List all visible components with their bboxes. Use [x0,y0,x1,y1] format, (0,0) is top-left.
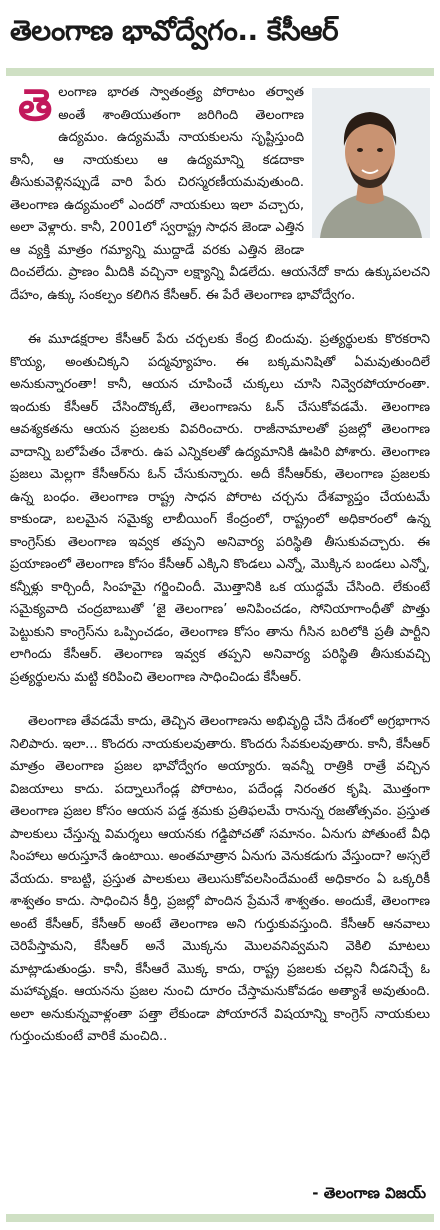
paragraph-3-text: తెలంగాణ తేవడమే కాదు, తెచ్చిన తెలంగాణను అభివృద్ధి చేసి దేశంలో అగ్రభాగాన నిలిపారు. ఇలా... కొందరు నాయకులవుతారు. కొందరు సేవకులవుతారు. కానీ, కేసీఆర్ మాత్రం తెలంగాణ ప్రజల భావోద్వేగం అయ్యారు. ఇవన్నీ రాత్రికి రాత్రే వచ్చిన విజయాలు కాదు. పద్నాలుగేండ్ల పోరాటం, పదేండ్ల నిరంతర కృషి. మొత్తంగా తెలంగాణ ప్రజల కోసం ఆయన పడ్డ శ్రమకు ప్రతిఫలమే రానున్న రజతోత్సవం. ప్రస్తుత పాలకులు చేస్తున్న విమర్శలు ఆయనకు గడ్డిపోచతో సమానం. ఏనుగు పోతుంటే వీధి సింహాలు అరుస్తూనే ఉంటాయి. అంతమాత్రాన ఏనుగు వెనుకడుగు వేస్తుందా? అస్సలే వేయదు. కాబట్టి, ప్రస్తుత పాలకులు తెలుసుకోవలసిందేమంటే అధికారం ఏ ఒక్కరికీ శాశ్వతం కాదు. సాధించిన కీర్తి, ప్రజల్లో పొందిన ప్రేమనే శాశ్వతం. అందుకే, తెలంగాణ అంటే కేసీఆర్, కేసీఆర్ అంటే తెలంగాణ అని గుర్తుకువస్తుంది. కేసీఆర్ ఆనవాలు చెరిపేస్తామని, కేసీఆర్ అనే మొక్కను మొలవనివ్వమని వెకిలి మాటలు మాట్లాడుతుండ్రు. కానీ, కేసీఆరే మొక్క కాదు, రాష్ట్ర ప్రజలకు చల్లని నీడనిచ్చే ఓ మహావృక్షం. ఆయనను ప్రజల నుంచి దూరం చేస్తామనుకోవడం అత్యాశే అవుతుంది. అలా అనుకున్నవాళ్లంతా పత్తా లేకుండా పోయారనే విషయాన్ని కాంగ్రెస్ నాయకులు గుర్తుంచుకుంటే వారికే మంచిది.. [10,714,430,1044]
author-photo [312,88,430,238]
headline: తెలంగాణ భావోద్వేగం.. కేసీఆర్ [10,14,339,47]
bottom-divider [6,1214,434,1222]
paragraph-2 [10,329,430,689]
drop-cap: తె [18,80,53,131]
article-body [10,82,430,1049]
byline: - తెలంగాణ విజయ్ [312,1184,426,1202]
paragraph-1-text: లంగాణ భారత స్వాతంత్ర్య పోరాటం తర్వాత అంతే శాంతియుతంగా జరిగింది తెలంగాణ ఉద్యమం. ఉద్యమమే నాయకులను సృష్టిస్తుంది కానీ, ఆ నాయకులు ఆ ఉద్యమాన్ని కడదాకా తీసుకువెళ్లినప్పుడే వారి పేరు చిరస్మరణీయమవుతుంది. తెలంగాణ ఉద్యమంలో ఎందరో నాయకులు ఇలా వచ్చారు, అలా వెళ్లారు. కానీ, 2001లో స్వరాష్ట్ర సాధన జెండా ఎత్తిన ఆ వ్యక్తి మాత్రం గమ్యాన్ని ముద్దాడే వరకు ఎత్తిన జెండా దించలేదు. ప్రాణం మీదికి వచ్చినా లక్ష్యాన్ని వీడలేదు. ఆయనేదో కాదు ఉక్కుపలచని దేహం, ఉక్కు సంకల్పం కలిగిన కేసీఆర్. ఈ పేరే తెలంగాణ భావోద్వేగం. [10,85,430,303]
top-divider [6,68,434,76]
paragraph-2-text: ఈ మూడక్షరాల కేసీఆర్ పేరు చర్చలకు కేంద్ర బిందువు. ప్రత్యర్థులకు కొరకరాని కొయ్య, అంతుచిక్కని పద్మవ్యూహం. ఈ బక్కమనిషితో ఏమవుతుందిలే అనుకున్నారంతా! కానీ, ఆయన చూపించే చుక్కలు చూసి నివ్వెరపోయారంతా. ఇందుకు కేసీఆర్ చేసిందొక్కటే, తెలంగాణను ఓన్ చేసుకోవడమే. తెలంగాణ ఆవశ్యకతను ఆయన ప్రజలకు వివరించారు. రాజీనామాలతో ప్రజల్లో తెలంగాణ వాదాన్ని బలోపేతం చేశారు. ఉప ఎన్నికలతో ఉద్యమానికి ఊపిరి పోశారు. తెలంగాణ ప్రజలు మెల్లగా కేసీఆర్‌ను ఓన్ చేసుకున్నారు. అదీ కేసీఆర్‌కు, తెలంగాణ ప్రజలకు ఉన్న బంధం. తెలంగాణ రాష్ట్ర సాధన పోరాట చర్చను దేశవ్యాప్తం చేయటమే కాకుండా, బలమైన సమైక్య లాబీయింగ్ కేంద్రంలో, రాష్ట్రంలో అధికారంలో ఉన్న కాంగ్రెస్‌కు తెలంగాణ ఇవ్వక తప్పని అనివార్య పరిస్థితి తీసుకువచ్చారు. ఈ ప్రయాణంలో తెలంగాణ కోసం కేసీఆర్ ఎక్కిని కొండలు ఎన్నో, మొక్కిన బండలు ఎన్నో, కన్నీళ్లు కార్చిందీ, సింహమై గర్జించిందీ. మొత్తానికి ఒక యుద్ధమే చేసింది. లేకుంటే సమైక్యవాది చంద్రబాబుతో ‘జై తెలంగాణ’ అనిపించడం, సోనియాగాంధీతో పొత్తు పెట్టుకుని కాంగ్రెస్‌ను ఒప్పించడం, తెలంగాణ కోసం తాను గీసిన బరిలోకి ప్రతీ పార్టీని లాగిందు కేసీఆర్. తెలంగాణ ఇవ్వక తప్పని అనివార్య పరిస్థితి తీసుకువచ్చి ప్రత్యర్థులను మట్టి కరిపించి తెలంగాణ సాధించిండు కేసీఆర్. [10,332,430,685]
paragraph-3 [10,711,430,1049]
